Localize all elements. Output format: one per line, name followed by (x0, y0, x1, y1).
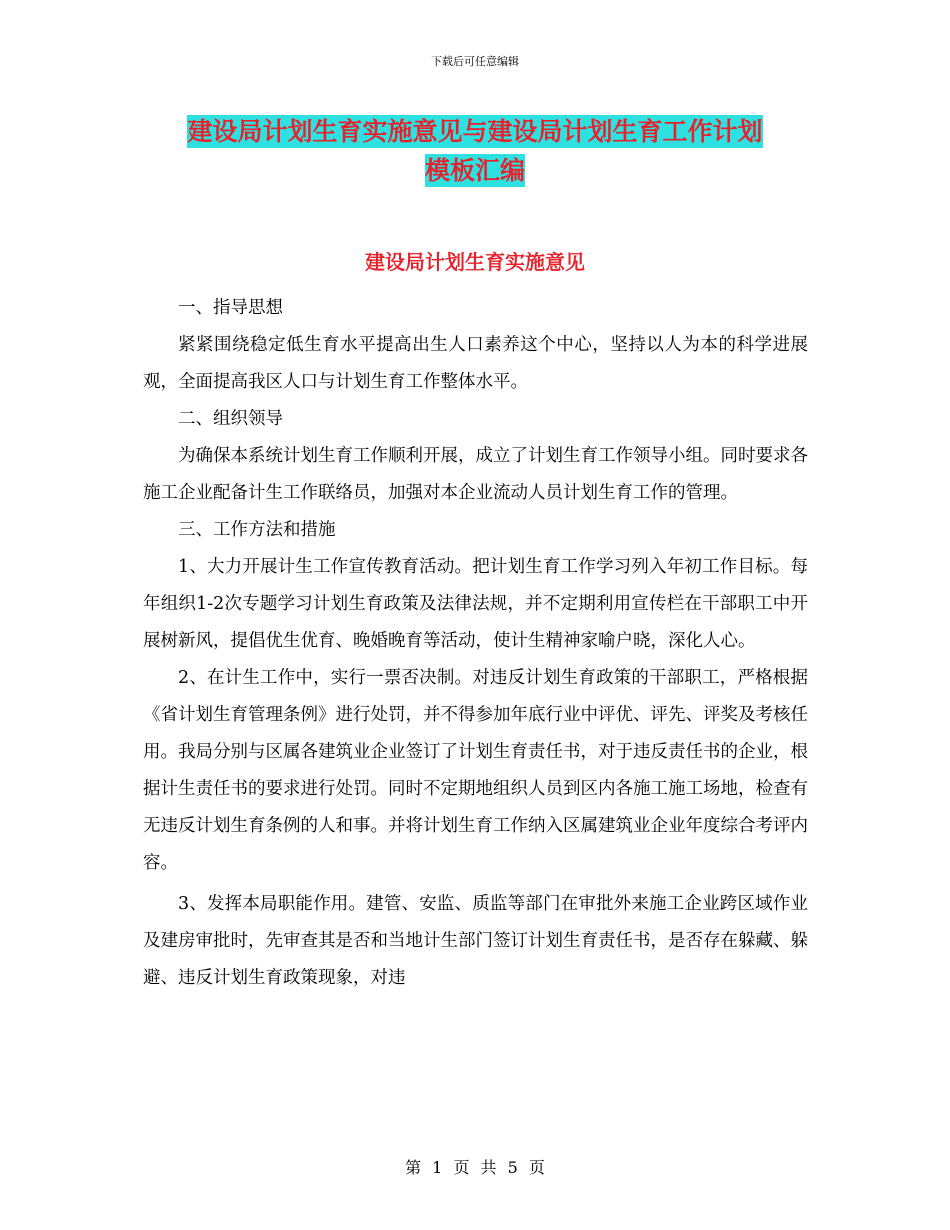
document-title-line1: 建设局计划生育实施意见与建设局计划生育工作计划 (187, 117, 763, 146)
paragraph: 3、发挥本局职能作用。建管、安监、质监等部门在审批外来施工企业跨区域作业及建房审批时，先审查其是否和当地计生部门签订计划生育责任书，是否存在躲藏、躲避、违反计划生育政策现象，对违 (143, 894, 808, 988)
document-title-line2: 模板汇编 (424, 156, 525, 185)
document-title (140, 112, 810, 190)
heading-methods: 三、工作方法和措施 (178, 520, 336, 540)
header-note: 下载后可任意编辑 (431, 55, 519, 68)
paragraph: 1、大力开展计生工作宣传教育活动。把计划生育工作学习列入年初工作目标。每年组织1-2次专题学习计划生育政策及法律法规，并不定期利用宣传栏在干部职工中开展树新风，提倡优生优育、晚婚晚育等活动，使计生精神家喻户晓，深化人心。 (143, 557, 808, 651)
heading-guiding-ideology: 一、指导思想 (178, 298, 283, 318)
paragraph: 为确保本系统计划生育工作顺利开展，成立了计划生育工作领导小组。同时要求各施工企业配备计生工作联络员，加强对本企业流动人员计划生育工作的管理。 (143, 446, 808, 503)
paragraph: 紧紧围绕稳定低生育水平提高出生人口素养这个中心，坚持以人为本的科学进展观，全面提高我区人口与计划生育工作整体水平。 (143, 335, 808, 392)
page-number: 第 1 页 共 5 页 (405, 1158, 545, 1177)
heading-organization: 二、组织领导 (178, 409, 283, 429)
section-title: 建设局计划生育实施意见 (365, 250, 585, 274)
document-body (143, 290, 808, 997)
paragraph: 2、在计生工作中，实行一票否决制。对违反计划生育政策的干部职工，严格根据《省计划生育管理条例》进行处罚，并不得参加年底行业中评优、评先、评奖及考核任用。我局分别与区属各建筑业企业签订了计划生育责任书，对于违反责任书的企业，根据计生责任书的要求进行处罚。同时不定期地组织人员到区内各施工施工场地，检查有无违反计划生育条例的人和事。并将计划生育工作纳入区属建筑业企业年度综合考评内容。 (143, 668, 808, 873)
